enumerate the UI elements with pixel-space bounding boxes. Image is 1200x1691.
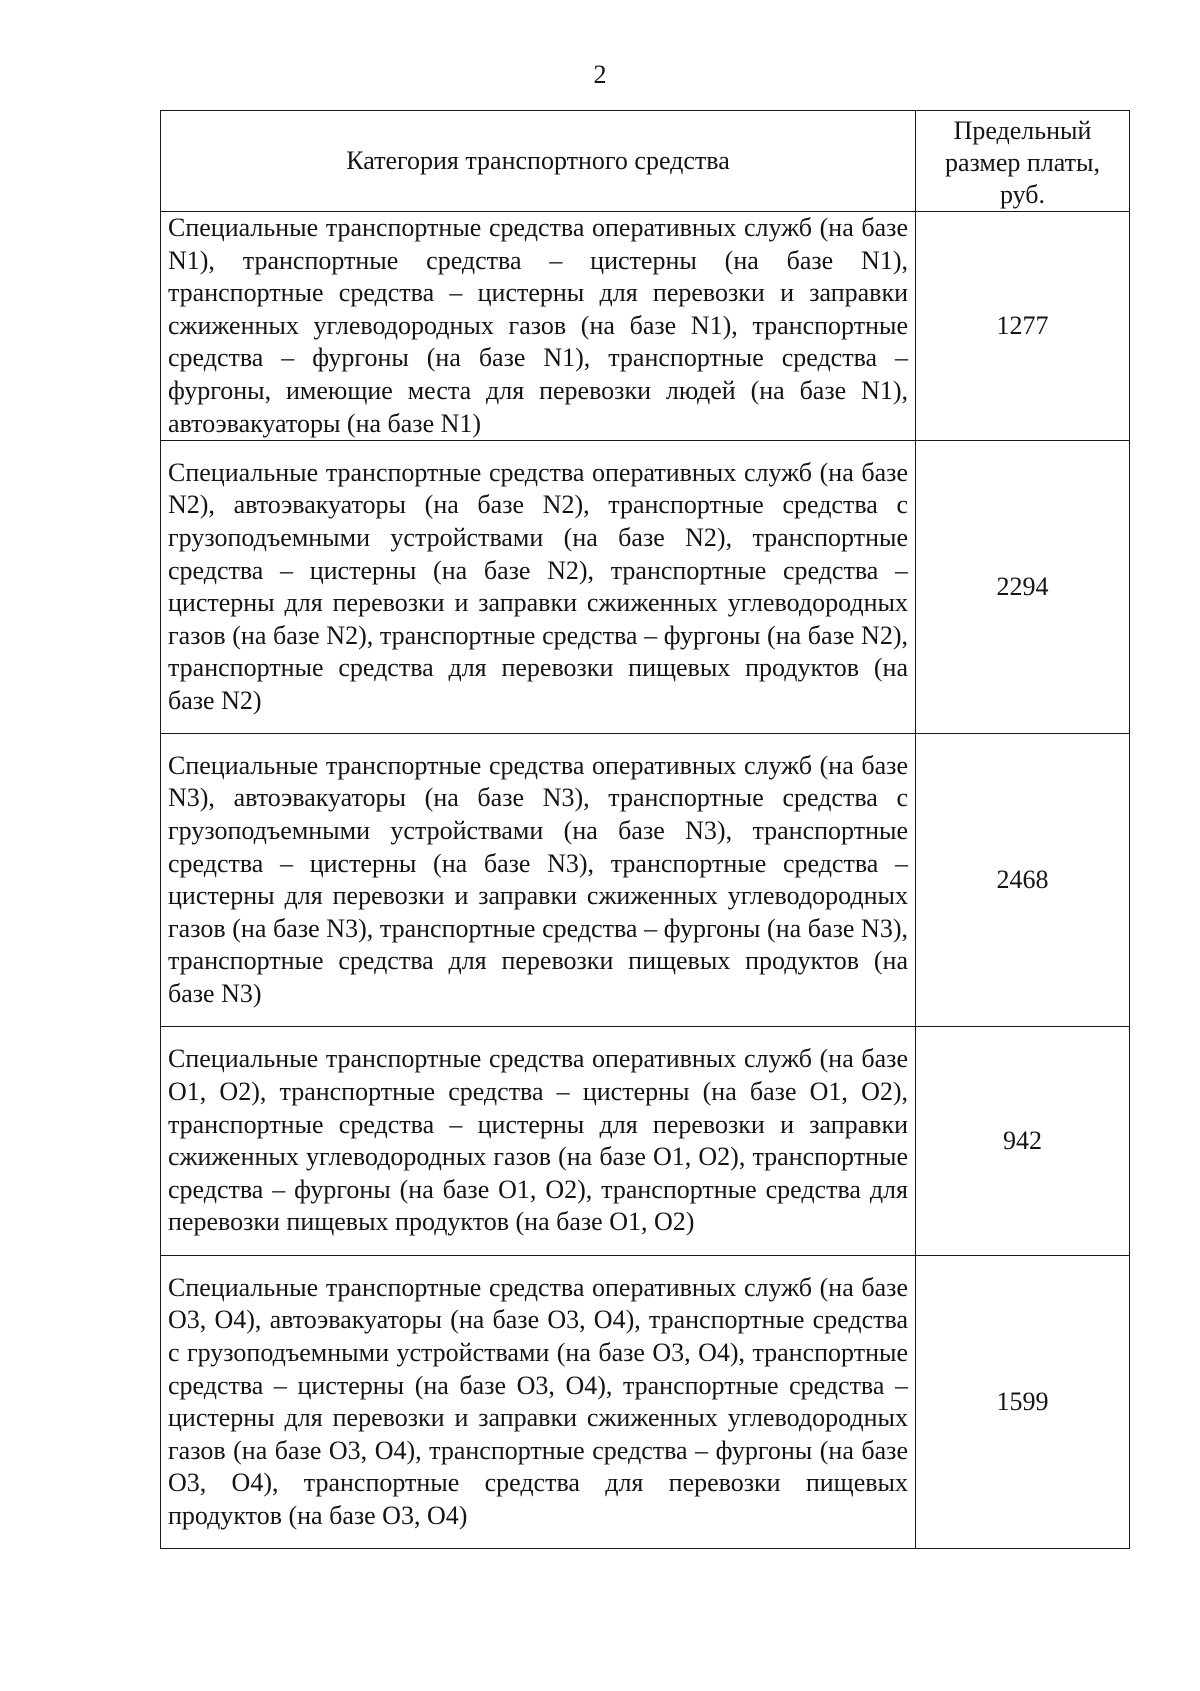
fee-cell: 2294 [916,441,1130,734]
header-fee: Предельный размер платы, руб. [916,111,1130,212]
table-row [161,212,1130,441]
vehicle-category-cell: Специальные транспортные средства оперативных служб (на базе O1, O2), транспортные средства – цистерны (на базе O1, O2), транспортные средства – цистерны для перевозки и заправки сжиженных углеводородных газов (на базе O1, O2), транспортные средства – фургоны (на базе O1, O2), транспортные средства для перевозки пищевых продуктов (на базе O1, O2) [161,1027,916,1256]
fee-cell: 1599 [916,1256,1130,1549]
fee-cell: 942 [916,1027,1130,1256]
fee-cell: 1277 [916,212,1130,441]
fee-cell: 2468 [916,734,1130,1027]
vehicle-category-cell: Специальные транспортные средства оперативных служб (на базе N3), автоэвакуаторы (на базе N3), транспортные средства с грузоподъемными устройствами (на базе N3), транспортные средства – цистерны (на базе N3), транспортные средства – цистерны для перевозки и заправки сжиженных углеводородных газов (на базе N3), транспортные средства – фургоны (на базе N3), транспортные средства для перевозки пищевых продуктов (на базе N3) [161,734,916,1027]
header-category: Категория транспортного средства [161,111,916,212]
table-row [161,441,1130,734]
fee-table [160,110,1130,1549]
table-header-row [161,111,1130,212]
vehicle-category-cell: Специальные транспортные средства оперативных служб (на базе O3, O4), автоэвакуаторы (на базе O3, O4), транспортные средства с грузоподъемными устройствами (на базе O3, O4), транспортные средства – цистерны (на базе O3, O4), транспортные средства – цистерны для перевозки и заправки сжиженных углеводородных газов (на базе O3, O4), транспортные средства – фургоны (на базе O3, O4), транспортные средства для перевозки пищевых продуктов (на базе O3, O4) [161,1256,916,1549]
table-row [161,734,1130,1027]
page-number: 2 [593,60,607,89]
vehicle-category-cell: Специальные транспортные средства оперативных служб (на базе N2), автоэвакуаторы (на базе N2), транспортные средства с грузоподъемными устройствами (на базе N2), транспортные средства – цистерны (на базе N2), транспортные средства – цистерны для перевозки и заправки сжиженных углеводородных газов (на базе N2), транспортные средства – фургоны (на базе N2), транспортные средства для перевозки пищевых продуктов (на базе N2) [161,441,916,734]
table-row [161,1027,1130,1256]
table-row [161,1256,1130,1549]
vehicle-category-cell: Специальные транспортные средства оперативных служб (на базе N1), транспортные средства – цистерны (на базе N1), транспортные средства – цистерны для перевозки и заправки сжиженных углеводородных газов (на базе N1), транспортные средства – фургоны (на базе N1), транспортные средства – фургоны, имеющие места для перевозки людей (на базе N1), автоэвакуаторы (на базе N1) [161,212,916,441]
